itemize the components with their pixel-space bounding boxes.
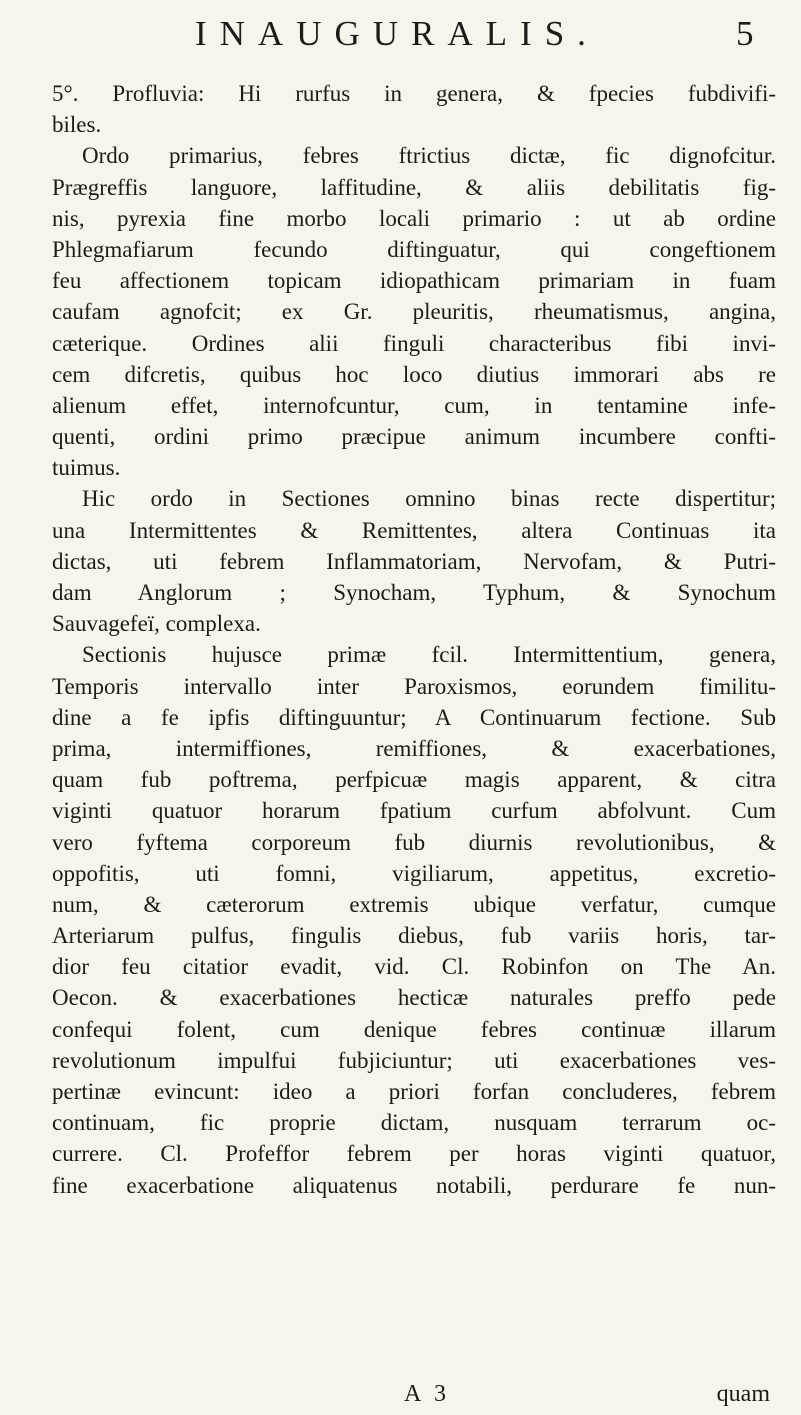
text-line: biles.	[52, 112, 102, 138]
text-line: currere. Cl. Profeffor febrem per horas viginti quatuor,	[52, 1141, 776, 1167]
text-line: confequi folent, cum denique febres continuæ illarum	[52, 1016, 776, 1042]
page-footer	[52, 1380, 776, 1410]
text-line: nis, pyrexia fine morbo locali primario : ut ab ordine	[52, 205, 776, 231]
text-line: caufam agnofcit; ex Gr. pleuritis, rheumatismus, angina,	[52, 299, 776, 325]
text-line: num, & cæterorum extremis ubique verfatur, cumque	[52, 891, 776, 917]
text-line: dine a fe ipfis diftinguuntur; A Continuarum fectione. Sub	[52, 704, 776, 730]
text-line: Arteriarum pulfus, fingulis diebus, fub variis horis, tar-	[52, 923, 776, 949]
text-line: cem difcretis, quibus hoc loco diutius immorari abs re	[52, 361, 776, 387]
text-line: dior feu citatior evadit, vid. Cl. Robinfon on The An.	[52, 954, 776, 980]
text-line: oppofitis, uti fomni, vigiliarum, appetitus, excretio-	[52, 860, 776, 886]
text-line: cæterique. Ordines alii finguli characteribus fibi invi-	[52, 330, 776, 356]
text-line: viginti quatuor horarum fpatium curfum abfolvunt. Cum	[52, 798, 776, 824]
text-line: tuimus.	[52, 455, 121, 481]
text-body	[52, 78, 776, 1201]
text-line: Oecon. & exacerbationes hecticæ naturales preffo pede	[52, 985, 776, 1011]
page-number: 5	[736, 14, 754, 53]
page-header	[0, 8, 801, 58]
text-line: Hic ordo in Sectiones omnino binas recte dispertitur;	[82, 486, 776, 512]
text-line: Sauvagefeï, complexa.	[52, 611, 261, 637]
text-line: feu affectionem topicam idiopathicam primariam in fuam	[52, 268, 776, 294]
text-line: vero fyftema corporeum fub diurnis revolutionibus, &	[52, 829, 776, 855]
text-line: quam fub poftrema, perfpicuæ magis apparent, & citra	[52, 767, 776, 793]
text-line: Ordo primarius, febres ftrictius dictæ, fic dignofcitur.	[82, 143, 776, 169]
text-line: Prægreffis languore, laffitudine, & aliis debilitatis fig-	[52, 174, 776, 200]
text-line: continuam, fic proprie dictam, nusquam terrarum oc-	[52, 1110, 776, 1136]
text-line: alienum effet, internofcuntur, cum, in tentamine infe-	[52, 392, 776, 418]
text-line: una Intermittentes & Remittentes, altera Continuas ita	[52, 517, 776, 543]
text-line: dictas, uti febrem Inflammatoriam, Nervofam, & Putri-	[52, 548, 776, 574]
text-line: pertinæ evincunt: ideo a priori forfan concluderes, febrem	[52, 1079, 776, 1104]
text-line: quenti, ordini primo præcipue animum incumbere confti-	[52, 424, 776, 450]
text-line: prima, intermiffiones, remiffiones, & exacerbationes,	[52, 735, 776, 761]
text-line: Sectionis hujusce primæ fcil. Intermittentium, genera,	[82, 642, 776, 668]
text-line: fine exacerbatione aliquatenus notabili, perdurare fe nun-	[52, 1172, 776, 1198]
catchword: quam	[716, 1381, 770, 1407]
text-line: Phlegmafiarum fecundo diftinguatur, qui congeftionem	[52, 236, 776, 262]
text-line: revolutionum impulfui fubjiciuntur; uti exacerbationes ves-	[52, 1047, 776, 1073]
text-line: Temporis intervallo inter Paroxismos, eorundem fimilitu-	[52, 673, 776, 699]
running-title: INAUGURALIS.	[195, 14, 599, 53]
signature-mark: A 3	[404, 1381, 451, 1407]
text-line: dam Anglorum ; Synocham, Typhum, & Synochum	[52, 580, 776, 605]
text-line: 5°. Profluvia: Hi rurfus in genera, & fpecies fubdivifi-	[52, 81, 776, 106]
